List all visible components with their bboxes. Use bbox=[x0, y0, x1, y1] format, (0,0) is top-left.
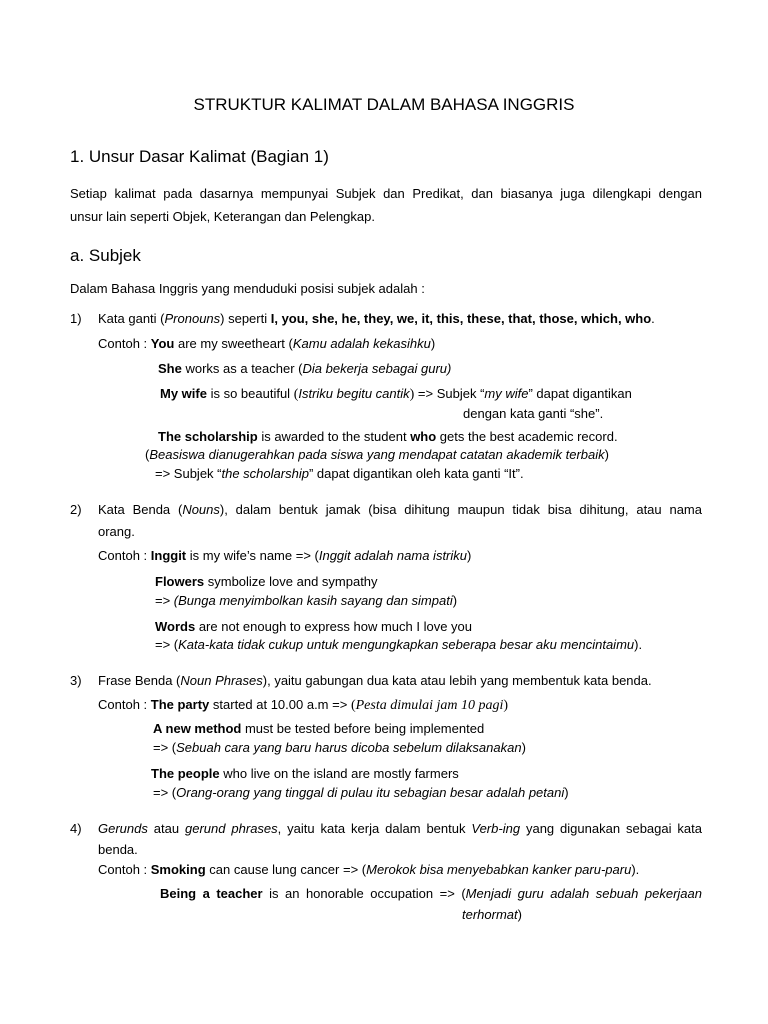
point-4-number: 4) bbox=[70, 821, 82, 836]
point-1-number: 1) bbox=[70, 311, 82, 326]
point-1-example-4-translation: (Beasiswa dianugerahkan pada siswa yang mendapat catatan akademik terbaik) bbox=[145, 447, 609, 462]
point-3-number: 3) bbox=[70, 673, 82, 688]
point-2-example-3-translation: => (Kata-kata tidak cukup untuk mengungkapkan seberapa besar aku mencintaimu). bbox=[155, 637, 643, 652]
point-3-example-3: The people who live on the island are mostly farmers bbox=[151, 766, 459, 781]
point-4-example-1: Contoh : Smoking can cause lung cancer => (Merokok bisa menyebabkan kanker paru-paru). bbox=[98, 862, 640, 877]
point-1-example-4-note: => Subjek “the scholarship” dapat digantikan oleh kata ganti “It”. bbox=[155, 466, 524, 481]
point-2-example-1: Contoh : Inggit is my wife’s name => (Inggit adalah nama istriku) bbox=[98, 548, 472, 563]
point-2-text: Kata Benda (Nouns), dalam bentuk jamak (bisa dihitung maupun tidak bisa dihitung, atau nama bbox=[98, 502, 702, 517]
page-title: STRUKTUR KALIMAT DALAM BAHASA INGGRIS bbox=[193, 95, 575, 114]
section-heading: 1. Unsur Dasar Kalimat (Bagian 1) bbox=[70, 147, 329, 166]
intro-line-2: unsur lain seperti Objek, Keterangan dan Pelengkap. bbox=[70, 209, 375, 224]
point-1-example-3: My wife is so beautiful (Istriku begitu cantik) => Subjek “my wife” dapat digantikan bbox=[160, 386, 632, 402]
point-2-number: 2) bbox=[70, 502, 82, 517]
point-3-text: Frase Benda (Noun Phrases), yaitu gabungan dua kata atau lebih yang membentuk kata benda. bbox=[98, 673, 652, 688]
point-1-text: Kata ganti (Pronouns) seperti I, you, she, he, they, we, it, this, these, that, those, which, who. bbox=[98, 311, 655, 326]
point-4-example-2-continuation: terhormat) bbox=[462, 907, 522, 922]
intro-line-1: Setiap kalimat pada dasarnya mempunyai Subjek dan Predikat, dan biasanya juga dilengkapi dengan bbox=[70, 186, 702, 201]
point-2-example-2-translation: => (Bunga menyimbolkan kasih sayang dan simpati) bbox=[155, 593, 458, 608]
point-2-example-3: Words are not enough to express how much I love you bbox=[155, 619, 472, 634]
point-1-example-2: She works as a teacher (Dia bekerja sebagai guru) bbox=[158, 361, 452, 376]
point-2-example-2: Flowers symbolize love and sympathy bbox=[155, 574, 378, 589]
subjek-intro: Dalam Bahasa Inggris yang menduduki posisi subjek adalah : bbox=[70, 281, 425, 296]
point-3-example-3-translation: => (Orang-orang yang tinggal di pulau itu sebagian besar adalah petani) bbox=[153, 785, 569, 800]
point-1-example-3-note: dengan kata ganti “she”. bbox=[463, 406, 604, 421]
point-3-example-1: Contoh : The party started at 10.00 a.m => (Pesta dimulai jam 10 pagi) bbox=[98, 697, 509, 713]
point-4-text-line-2: benda. bbox=[98, 842, 138, 857]
point-4-example-2: Being a teacher is an honorable occupation => (Menjadi guru adalah sebuah pekerjaan bbox=[160, 886, 702, 901]
point-3-example-2-translation: => (Sebuah cara yang baru harus dicoba sebelum dilaksanakan) bbox=[153, 740, 526, 755]
point-2-text-line-2: orang. bbox=[98, 524, 135, 539]
point-4-text: Gerunds atau gerund phrases, yaitu kata kerja dalam bentuk Verb-ing yang digunakan sebagai kata bbox=[98, 821, 702, 836]
point-1-example-4: The scholarship is awarded to the student who gets the best academic record. bbox=[158, 429, 618, 444]
point-1-example-1: Contoh : You are my sweetheart (Kamu adalah kekasihku) bbox=[98, 336, 436, 351]
subsection-heading: a. Subjek bbox=[70, 246, 141, 265]
point-3-example-2: A new method must be tested before being implemented bbox=[153, 721, 485, 736]
